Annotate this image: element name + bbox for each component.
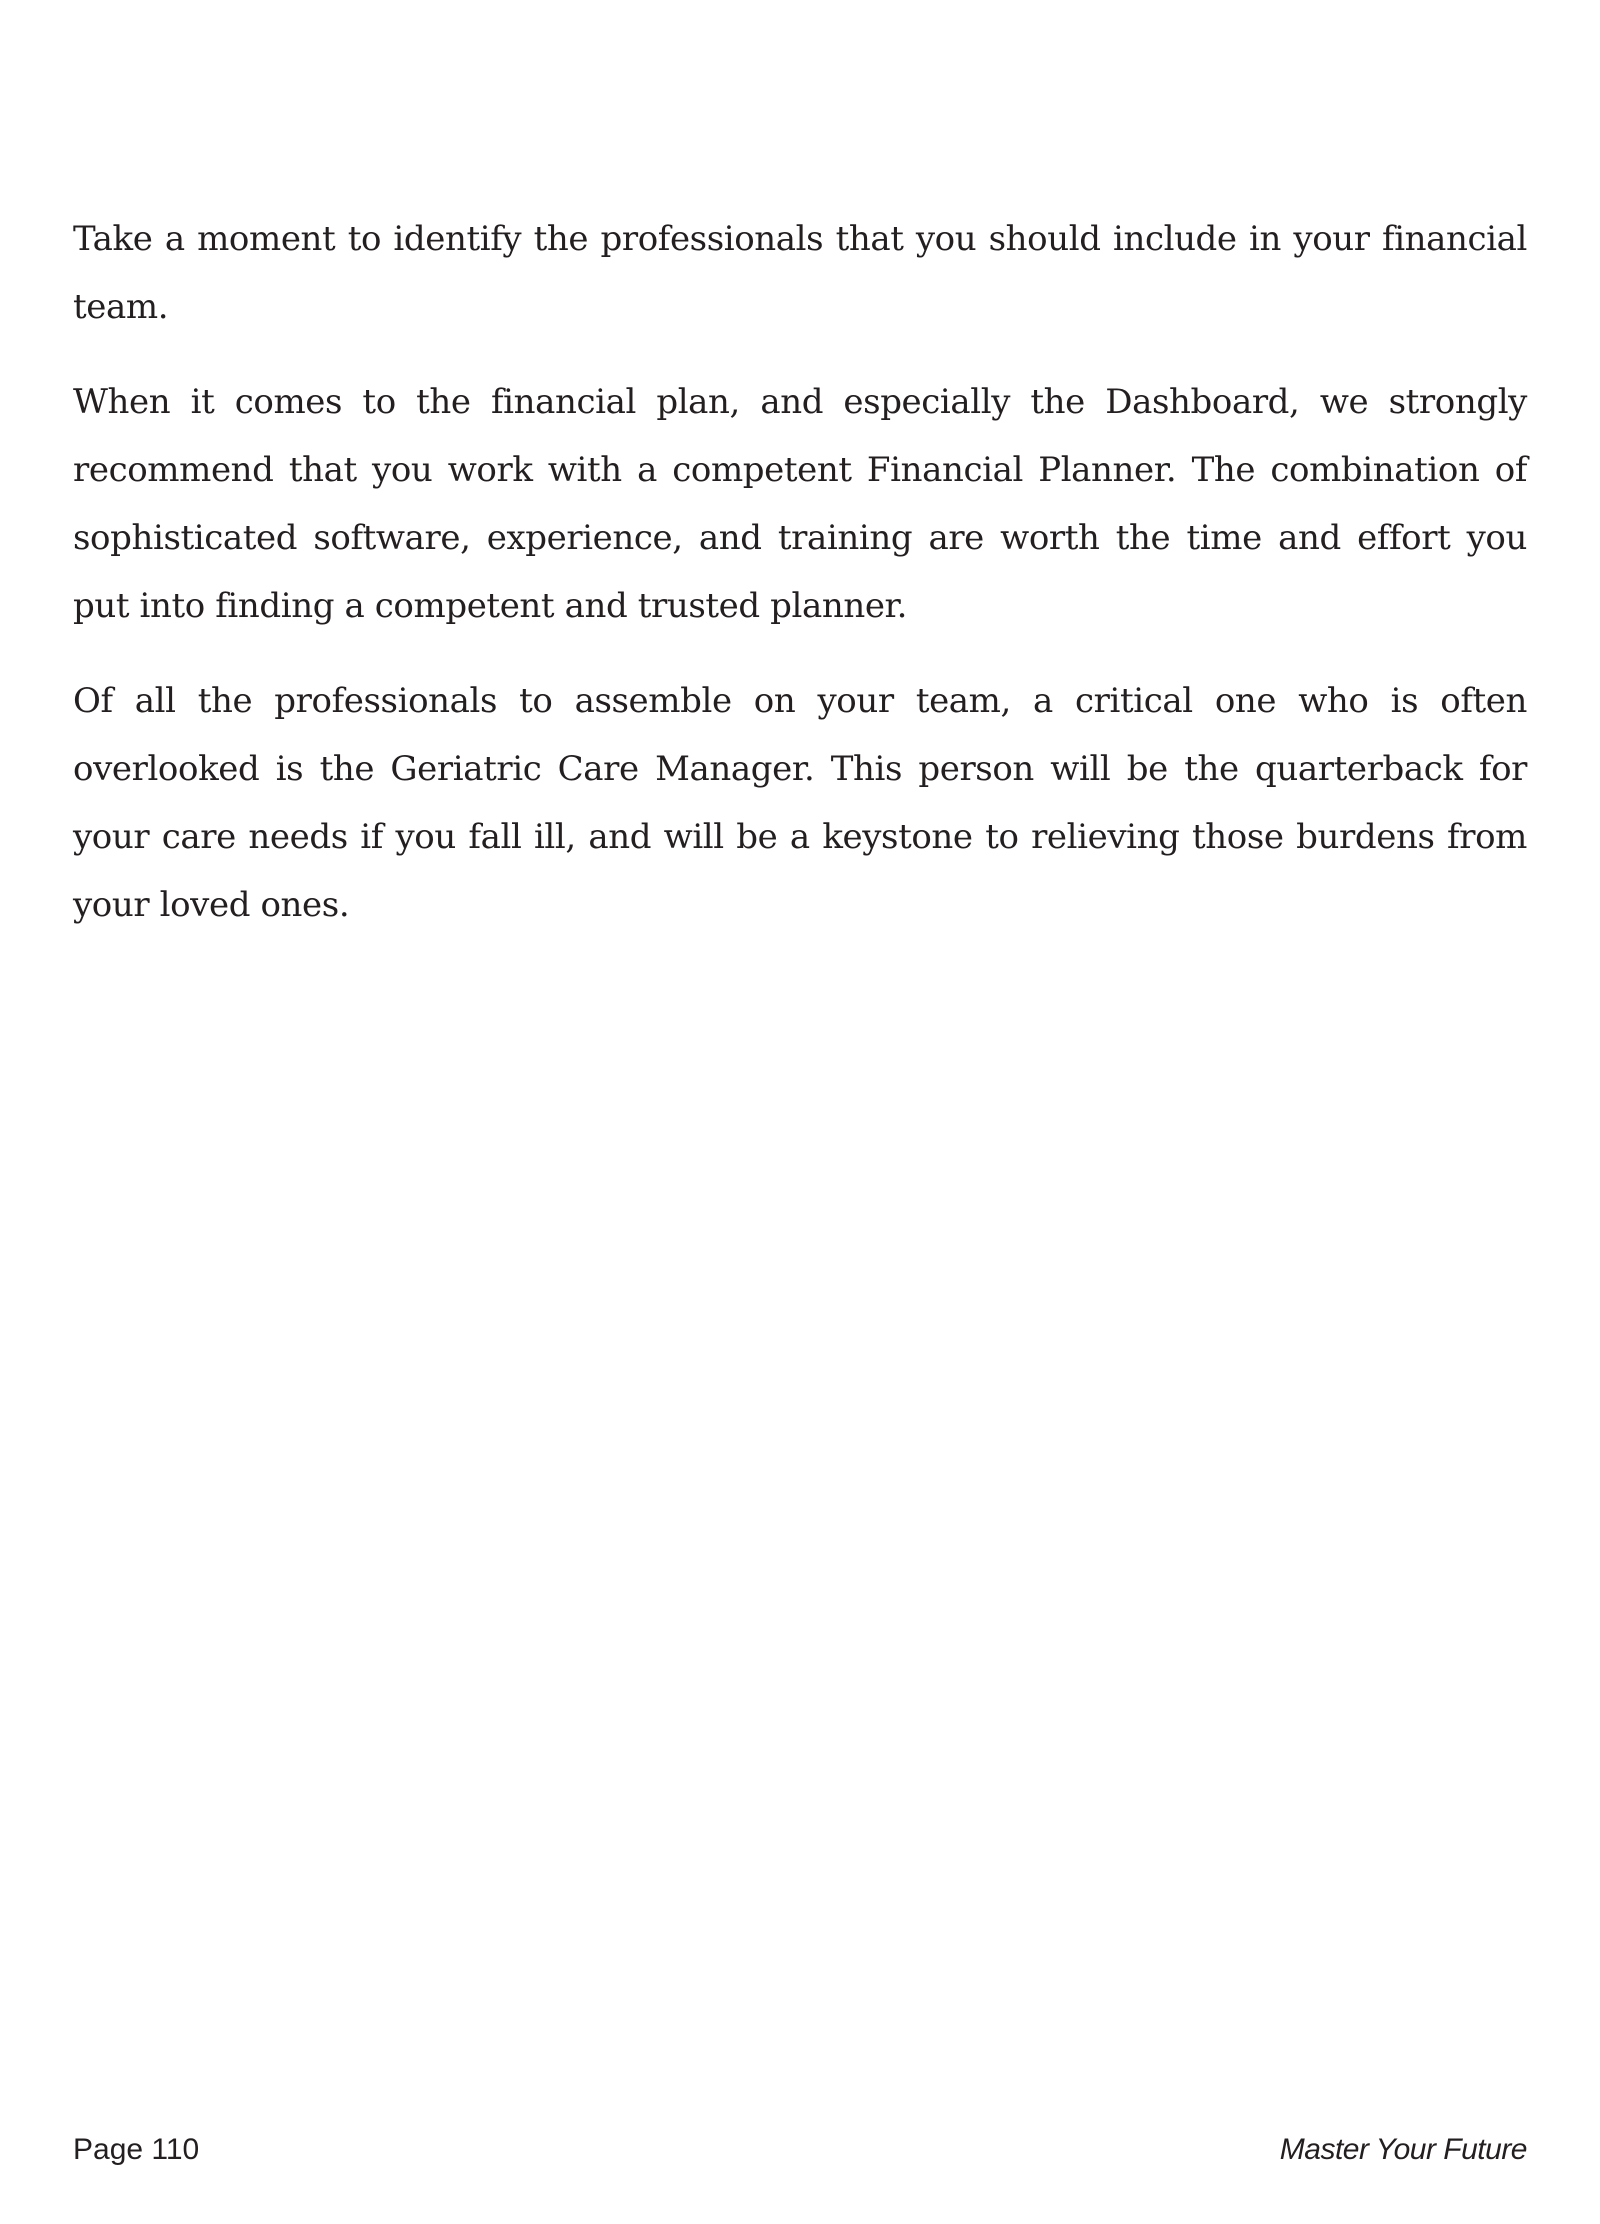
paragraph-financial-planner: When it comes to the financial plan, and especially the Dashboard, we strongly recommend that you work with a competent Financial Planner. The combination of sophisticated software, experience, and training are worth the time and effort you put into finding a competent and trusted planner. [73,382,1527,626]
paragraph-intro: Take a moment to identify the professionals that you should include in your financial team. [73,219,1527,327]
page-number: Page 110 [73,2133,200,2166]
paragraph-geriatric-care-manager: Of all the professionals to assemble on your team, a critical one who is often overlooked is the Geriatric Care Manager. This person will be the quarterback for your care needs if you fall ill, and will be a keystone to relieving those burdens from your loved ones. [73,681,1527,925]
body-text [73,205,1527,966]
running-title: Master Your Future [1279,2133,1527,2166]
